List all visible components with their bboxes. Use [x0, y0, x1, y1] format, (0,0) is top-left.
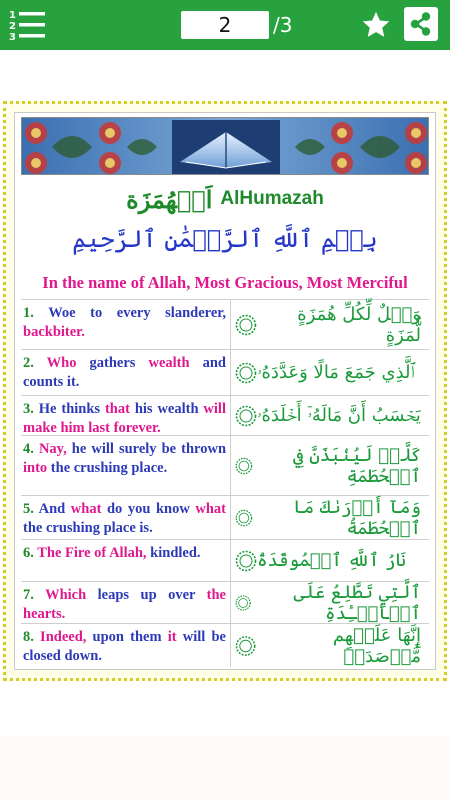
verse-number: 1.: [23, 305, 49, 321]
verse-arabic-text: إِنَّهَا عَلَيۡهِم مُّؤۡصَدَةٞ: [332, 624, 421, 667]
translation-segment: Who: [46, 355, 90, 371]
verse-translation: [21, 582, 231, 623]
ayah-marker-icon: [235, 405, 257, 427]
translation-segment: kindled.: [150, 545, 201, 561]
verse-translation: [21, 624, 231, 667]
verse-row[interactable]: [21, 623, 429, 667]
translation-segment: what: [70, 501, 107, 517]
translation-segment: backbiter.: [23, 324, 85, 340]
verse-arabic: [231, 350, 429, 395]
verse-number: 5.: [23, 501, 39, 517]
surah-title-english: AlHumazah: [220, 188, 324, 209]
translation-segment: the hearts.: [23, 587, 226, 622]
ayah-marker-icon: [235, 507, 253, 529]
translation-segment: do you know: [106, 501, 196, 517]
translation-segment: Which: [45, 587, 98, 603]
translation-segment: The Fire of Allah,: [37, 545, 151, 561]
translation-segment: he will surely be thrown: [71, 441, 227, 457]
verse-row[interactable]: [21, 395, 429, 435]
translation-segment: And: [38, 501, 71, 517]
surah-page: [14, 112, 436, 670]
verse-row[interactable]: [21, 495, 429, 539]
page-number-input[interactable]: [181, 11, 269, 39]
ayah-marker-icon: [235, 592, 251, 614]
verse-translation: [21, 396, 231, 435]
numbered-list-icon[interactable]: [7, 7, 47, 43]
translation-segment: wealth: [148, 355, 203, 371]
verse-arabic: [231, 436, 429, 495]
translation-segment: leaps up over: [97, 587, 207, 603]
ayah-marker-icon: [235, 635, 256, 657]
verse-arabic-text: ٱلَّذِي جَمَعَ مَالًا وَعَدَّدَهُۥ: [257, 362, 415, 383]
svg-text:1: 1: [9, 10, 16, 21]
top-app-bar: [0, 0, 450, 50]
verse-arabic: [231, 624, 429, 667]
translation-segment: will make him last forever.: [23, 401, 226, 436]
translation-segment: Nay,: [38, 441, 72, 457]
verse-arabic-text: نَارُ ٱللَّهِ ٱلۡمُوقَدَةُ: [257, 550, 407, 571]
verse-arabic-text: يَحۡسَبُ أَنَّ مَالَهُۥٓ أَخۡلَدَهُۥ: [257, 405, 421, 426]
ayah-marker-icon: [235, 362, 257, 384]
page-navigator: [181, 11, 292, 39]
translation-segment: will be closed down.: [23, 629, 226, 664]
verse-translation: [21, 496, 231, 539]
verse-translation: [21, 300, 231, 349]
translation-segment: what: [195, 501, 226, 517]
verse-number: 2.: [23, 355, 47, 371]
verse-translation: [21, 540, 231, 581]
translation-segment: the crushing place.: [50, 460, 168, 476]
svg-text:2: 2: [9, 21, 16, 32]
verse-arabic: [231, 396, 429, 435]
verse-arabic-text: وَمَآ أَدۡرَىٰكَ مَا ٱلۡحُطَمَةُ: [293, 496, 421, 539]
verse-translation: [21, 436, 231, 495]
translation-segment: his wealth: [134, 401, 204, 417]
ayah-marker-icon: [235, 550, 257, 572]
star-icon[interactable]: [360, 9, 392, 41]
verse-arabic-text: كَلَّاۖ لَيُنۢبَذَنَّ فِي ٱلۡحُطَمَةِ: [293, 444, 421, 487]
verse-number: 6.: [23, 545, 38, 561]
translation-segment: Woe to every slanderer,: [48, 305, 226, 321]
surah-title: [15, 179, 435, 219]
verse-row[interactable]: [21, 539, 429, 581]
verse-arabic: [231, 540, 429, 581]
share-icon: [404, 7, 438, 41]
verse-row[interactable]: [21, 581, 429, 623]
bismillah-arabic: بِسۡمِ ٱللَّهِ ٱلرَّحۡمَٰنِ ٱلرَّحِيمِ: [72, 225, 378, 253]
verse-row[interactable]: [21, 435, 429, 495]
verse-row[interactable]: [21, 299, 429, 349]
translation-segment: the crushing place is.: [23, 520, 153, 536]
translation-segment: gathers: [89, 355, 149, 371]
translation-segment: upon them: [92, 629, 168, 645]
verse-number: 8.: [23, 629, 41, 645]
verse-number: 4.: [23, 441, 39, 457]
verse-number: 3.: [23, 401, 39, 417]
surah-title-arabic: اَلۡهُمَزَة: [126, 184, 213, 214]
svg-text:3: 3: [9, 32, 16, 43]
verse-arabic: [231, 496, 429, 539]
verse-arabic-text: وَيۡلٌ لِّكُلِّ هُمَزَةٍ لُّمَزَةٍ: [297, 303, 421, 346]
surah-frame: [3, 101, 447, 681]
translation-segment: Indeed,: [40, 629, 93, 645]
verse-arabic: [231, 300, 429, 349]
verse-translation: [21, 350, 231, 395]
verse-arabic-text: ٱلَّتِي تَطَّلِعُ عَلَى ٱلۡأَفۡـِٔدَةِ: [293, 581, 421, 624]
ornament-quran-icon: [22, 118, 429, 175]
ayah-marker-icon: [235, 455, 253, 477]
translation-segment: it: [167, 629, 183, 645]
translation-segment: He thinks: [38, 401, 105, 417]
verse-arabic: [231, 582, 429, 623]
translation-segment: and counts it.: [23, 355, 226, 390]
bismillah-translation: In the name of Allah, Most Gracious, Most Merciful: [42, 273, 408, 292]
share-button[interactable]: [404, 7, 438, 41]
verse-number: 7.: [23, 587, 46, 603]
decorative-banner: [21, 117, 429, 175]
ayah-marker-icon: [235, 314, 257, 336]
page-total-label: /3: [273, 13, 293, 37]
verse-row[interactable]: [21, 349, 429, 395]
translation-segment: that: [104, 401, 135, 417]
translation-segment: into: [23, 460, 51, 476]
ad-area: [0, 736, 450, 800]
